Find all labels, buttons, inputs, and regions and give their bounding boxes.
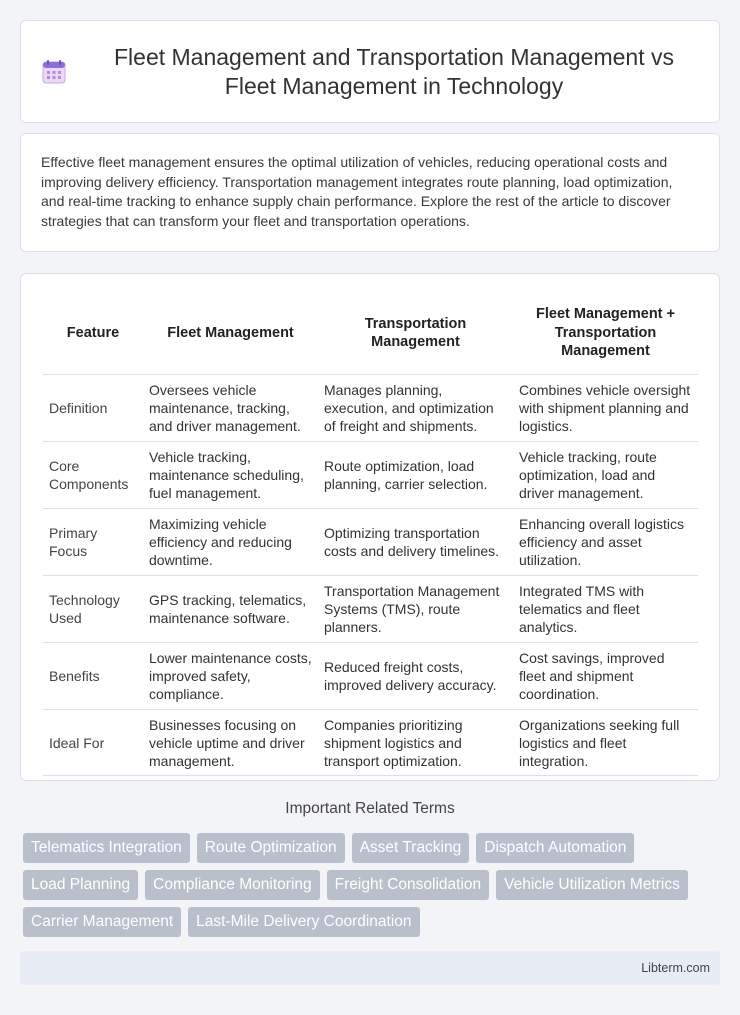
- table-header-row: [43, 292, 698, 374]
- table-cell: Lower maintenance costs, improved safety, compliance.: [143, 642, 318, 709]
- footer: [20, 951, 720, 985]
- intro-card: [20, 133, 720, 252]
- comparison-table-card: [20, 273, 720, 781]
- table-cell: Optimizing transportation costs and delivery timelines.: [318, 508, 513, 575]
- table-cell: Combines vehicle oversight with shipment planning and logistics.: [513, 374, 698, 441]
- related-terms-title: Important Related Terms: [285, 800, 455, 817]
- table-cell: Organizations seeking full logistics and fleet integration.: [513, 709, 698, 776]
- comparison-table: [43, 292, 698, 776]
- table-row: [43, 441, 698, 508]
- table-row: [43, 575, 698, 642]
- table-cell: Primary Focus: [43, 508, 143, 575]
- table-cell: Route optimization, load planning, carrier selection.: [318, 441, 513, 508]
- related-terms-list: [23, 833, 723, 937]
- related-term-tag[interactable]: Freight Consolidation: [327, 870, 489, 900]
- related-term-tag[interactable]: Asset Tracking: [352, 833, 470, 863]
- table-cell: Manages planning, execution, and optimization of freight and shipments.: [318, 374, 513, 441]
- related-term-tag[interactable]: Carrier Management: [23, 907, 181, 937]
- table-cell: Vehicle tracking, route optimization, load and driver management.: [513, 441, 698, 508]
- table-cell: Transportation Management Systems (TMS), route planners.: [318, 575, 513, 642]
- related-term-tag[interactable]: Dispatch Automation: [476, 833, 634, 863]
- related-term-tag[interactable]: Telematics Integration: [23, 833, 190, 863]
- column-header: Fleet Management: [167, 324, 294, 341]
- column-header: Transportation Management: [364, 315, 467, 350]
- table-cell: Technology Used: [43, 575, 143, 642]
- table-cell: Integrated TMS with telematics and fleet analytics.: [513, 575, 698, 642]
- table-row: [43, 374, 698, 441]
- related-term-tag[interactable]: Load Planning: [23, 870, 138, 900]
- related-term-tag[interactable]: Route Optimization: [197, 833, 345, 863]
- page-title: Fleet Management and Transportation Management vs Fleet Management in Technology: [114, 43, 674, 99]
- table-cell: Reduced freight costs, improved delivery accuracy.: [318, 642, 513, 709]
- column-header: Feature: [66, 324, 120, 341]
- table-row: [43, 508, 698, 575]
- table-cell: Benefits: [43, 642, 143, 709]
- table-row: [43, 642, 698, 709]
- table-cell: Enhancing overall logistics efficiency and asset utilization.: [513, 508, 698, 575]
- column-header: Fleet Management + Transportation Management: [536, 306, 675, 360]
- table-cell: Ideal For: [43, 709, 143, 776]
- table-cell: Cost savings, improved fleet and shipment coordination.: [513, 642, 698, 709]
- table-cell: Businesses focusing on vehicle uptime and driver management.: [143, 709, 318, 776]
- table-cell: Maximizing vehicle efficiency and reducing downtime.: [143, 508, 318, 575]
- table-cell: Vehicle tracking, maintenance scheduling, fuel management.: [143, 441, 318, 508]
- header-card: [20, 20, 720, 123]
- table-cell: Definition: [43, 374, 143, 441]
- table-cell: Core Components: [43, 441, 143, 508]
- calendar-icon: [41, 59, 67, 85]
- related-term-tag[interactable]: Compliance Monitoring: [145, 870, 320, 900]
- intro-text: Effective fleet management ensures the optimal utilization of vehicles, reducing operational costs and improving delivery efficiency. Transportation management integrates route planning, load optimization, and real-time tracking to enhance supply chain performance. Explore the rest of the article to discover strategies that can transform your fleet and transportation operations.: [41, 154, 673, 229]
- footer-site-link[interactable]: Libterm.com: [641, 961, 710, 975]
- table-row: [43, 709, 698, 776]
- related-term-tag[interactable]: Vehicle Utilization Metrics: [496, 870, 688, 900]
- table-cell: GPS tracking, telematics, maintenance software.: [143, 575, 318, 642]
- table-cell: Companies prioritizing shipment logistics and transport optimization.: [318, 709, 513, 776]
- table-cell: Oversees vehicle maintenance, tracking, and driver management.: [143, 374, 318, 441]
- related-term-tag[interactable]: Last-Mile Delivery Coordination: [188, 907, 419, 937]
